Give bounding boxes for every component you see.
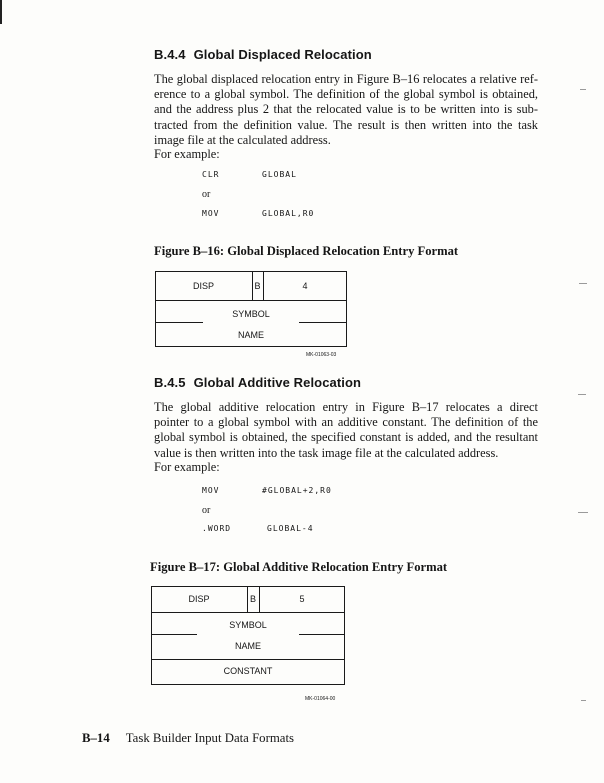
b-field: B: [249, 594, 256, 604]
for-example-label: For example:: [154, 460, 220, 474]
margin-mark: [578, 512, 588, 513]
left-edge-mark: [0, 0, 2, 24]
split-line-left: [151, 634, 197, 635]
section-title: Global Displaced Relocation: [193, 47, 372, 62]
figure-caption-b16: Figure B–16: Global Displaced Relocation Entry Format: [154, 244, 459, 258]
disp-field: DISP: [192, 281, 214, 291]
figure-b17-diagram: [151, 586, 345, 685]
page-number: B–14: [82, 731, 110, 745]
split-line-left: [155, 322, 203, 323]
paragraph-line: The global displaced relocation entry in Figure B–16 relocates a relative ref-: [154, 72, 538, 86]
code-field: 4: [302, 281, 308, 291]
section-heading-b44: [154, 47, 372, 62]
margin-mark: [581, 700, 586, 701]
paragraph-line: erence to a global symbol. The definition of the global symbol is obtained,: [154, 87, 538, 102]
figure-b16-diagram: [155, 271, 347, 347]
paragraph-line: The global additive relocation entry in Figure B–17 relocates a direct: [154, 400, 538, 414]
code-op: MOV: [202, 209, 220, 218]
name-field: NAME: [234, 641, 261, 651]
for-example-label: For example:: [154, 147, 220, 161]
figure-id-b16: MK-01063-03: [306, 352, 337, 358]
paragraph-line: value is then written into the task image file at the calculated address.: [154, 445, 499, 460]
code-arg: GLOBAL,R0: [262, 209, 315, 218]
code-field: 5: [299, 594, 305, 604]
page-footer: [82, 731, 294, 746]
margin-mark: [578, 394, 586, 395]
code-arg: #GLOBAL+2,R0: [262, 486, 332, 495]
margin-mark: [579, 283, 587, 284]
paragraph-line: global symbol is obtained, the specified constant is added, and the resultant: [154, 430, 538, 445]
code-op: .WORD: [202, 524, 232, 533]
code-op: CLR: [202, 170, 220, 179]
code-op: MOV: [202, 486, 220, 495]
or-label: or: [202, 189, 211, 200]
b-field: B: [254, 281, 261, 291]
symbol-field: SYMBOL: [229, 620, 267, 630]
name-field: NAME: [237, 330, 264, 340]
code-arg: GLOBAL: [262, 170, 297, 179]
section-title: Global Additive Relocation: [193, 375, 362, 390]
split-line-right: [299, 322, 347, 323]
section-number: B.4.4: [154, 47, 186, 62]
figure-caption-b17: Figure B–17: Global Additive Relocation Entry Format: [150, 560, 448, 574]
footer-title: Task Builder Input Data Formats: [125, 731, 295, 745]
paragraph-line: image file at the calculated address.: [154, 132, 331, 147]
split-line-right: [299, 634, 345, 635]
disp-field: DISP: [188, 594, 210, 604]
symbol-field: SYMBOL: [232, 309, 270, 319]
paragraph-b45: [154, 400, 538, 461]
figure-id-b17: MK-01064-00: [305, 696, 336, 702]
section-heading-b45: [154, 375, 361, 390]
margin-mark: [580, 89, 586, 90]
paragraph-line: pointer to a global symbol with an additive constant. The definition of the: [154, 415, 538, 430]
code-arg: GLOBAL-4: [267, 524, 314, 533]
paragraph-b44: [154, 72, 538, 148]
or-label: or: [202, 505, 211, 516]
paragraph-line: and the address plus 2 that the relocated value is to be written into is sub-: [154, 102, 538, 117]
section-number: B.4.5: [154, 375, 186, 390]
paragraph-line: tracted from the definition value. The result is then written into the task: [154, 117, 538, 132]
constant-field: CONSTANT: [223, 666, 273, 676]
